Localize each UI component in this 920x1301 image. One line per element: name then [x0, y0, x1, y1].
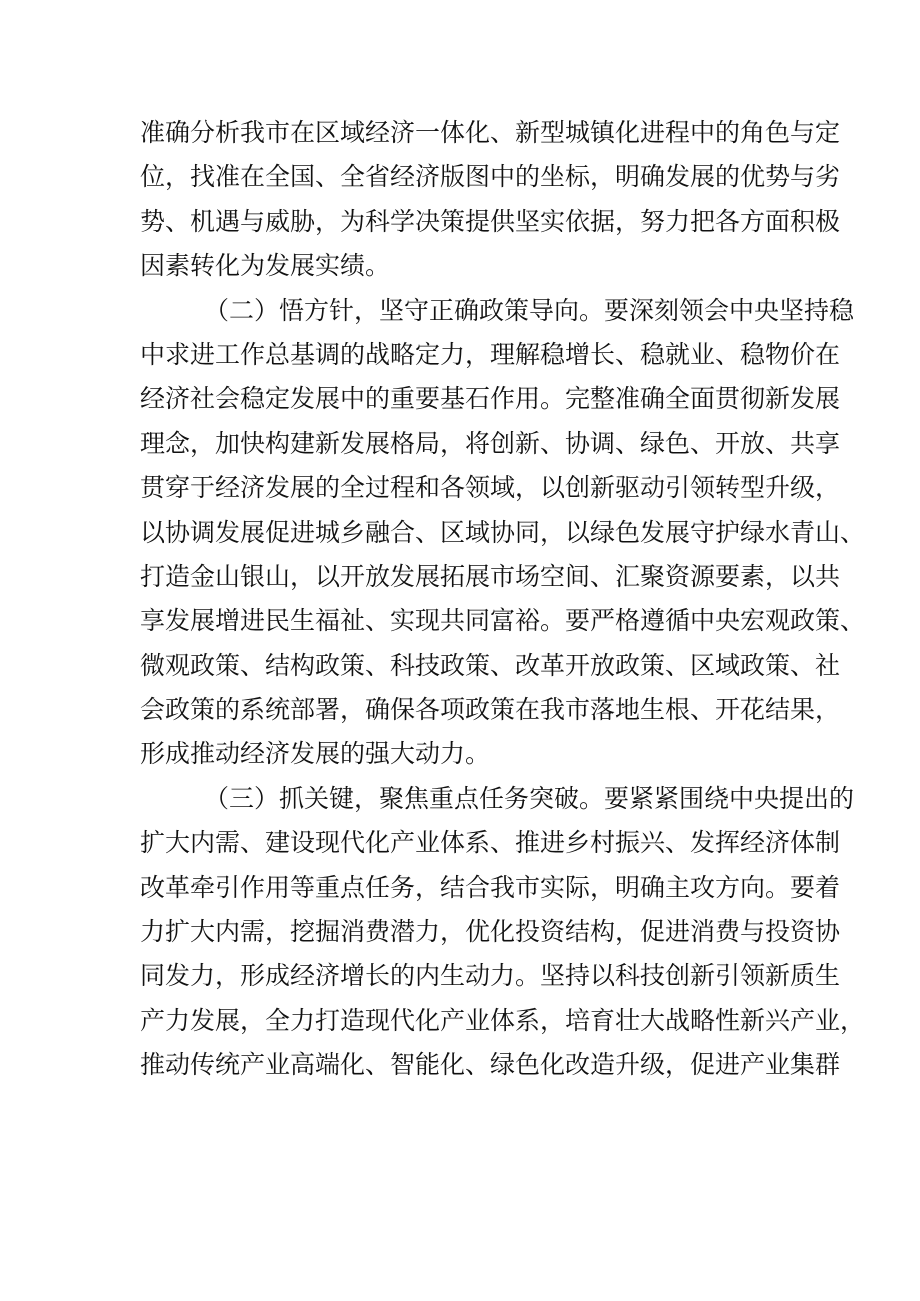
text-line: 以协调发展促进城乡融合、区域协同，以绿色发展守护绿水青山、	[140, 517, 866, 547]
text-line: 贯穿于经济发展的全过程和各领域，以创新驱动引领转型升级，	[140, 473, 841, 503]
text-line: 准确分析我市在区域经济一体化、新型城镇化进程中的角色与定	[140, 118, 841, 147]
text-line: 微观政策、结构政策、科技政策、改革开放政策、区域政策、社	[140, 650, 841, 680]
text-line: （二）悟方针，坚守正确政策导向。要深刻领会中央坚持稳	[204, 295, 855, 325]
text-line: 打造金山银山，以开放发展拓展市场空间、汇聚资源要素，以共	[140, 561, 841, 591]
text-line: 力扩大内需，挖掘消费潜力，优化投资结构，促进消费与投资协	[140, 917, 841, 947]
paragraph-1	[140, 111, 841, 289]
text-line: 势、机遇与威胁，为科学决策提供坚实依据，努力把各方面积极	[140, 206, 841, 236]
text-line: 推动传统产业高端化、智能化、绿色化改造升级，促进产业集群	[140, 1050, 841, 1080]
text-line: 经济社会稳定发展中的重要基石作用。完整准确全面贯彻新发展	[140, 384, 841, 414]
text-line: 享发展增进民生福祉、实现共同富裕。要严格遵循中央宏观政策、	[140, 606, 866, 636]
text-line: 会政策的系统部署，确保各项政策在我市落地生根、开花结果，	[140, 695, 841, 725]
text-line: 同发力，形成经济增长的内生动力。坚持以科技创新引领新质生	[140, 961, 841, 991]
text-line: 扩大内需、建设现代化产业体系、推进乡村振兴、发挥经济体制	[140, 828, 841, 858]
text-line: （三）抓关键，聚焦重点任务突破。要紧紧围绕中央提出的	[204, 783, 855, 813]
text-line: 中求进工作总基调的战略定力，理解稳增长、稳就业、稳物价在	[140, 339, 841, 369]
text-line: 位，找准在全国、全省经济版图中的坐标，明确发展的优势与劣	[140, 162, 841, 192]
text-line: 理念，加快构建新发展格局，将创新、协调、绿色、开放、共享	[140, 428, 841, 458]
text-line: 因素转化为发展实绩。	[140, 251, 391, 281]
paragraph-2	[140, 289, 866, 777]
text-line: 产力发展，全力打造现代化产业体系，培育壮大战略性新兴产业，	[140, 1005, 866, 1035]
document-body	[140, 111, 866, 1088]
text-line: 改革牵引作用等重点任务，结合我市实际，明确主攻方向。要着	[140, 872, 841, 902]
paragraph-3	[140, 777, 866, 1088]
text-line: 形成推动经济发展的强大动力。	[140, 739, 491, 769]
